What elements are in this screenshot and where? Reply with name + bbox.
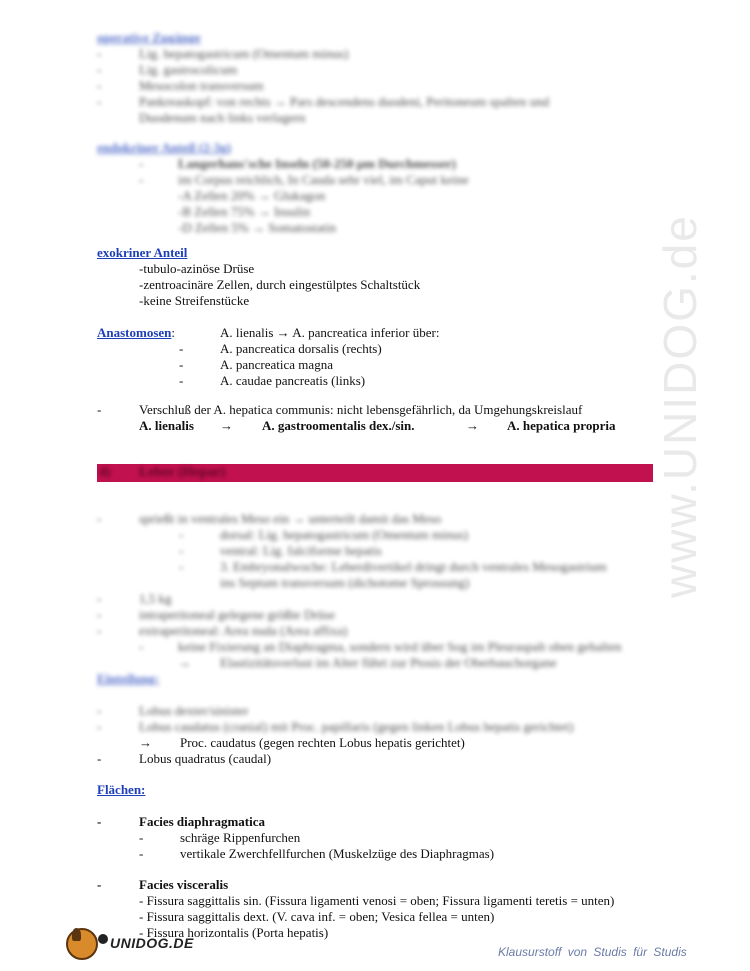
dog-icon xyxy=(66,928,98,960)
heading-operative-zugaenge: operative Zugänge xyxy=(97,30,201,45)
list-item: - Fissura saggittalis sin. (Fissura ligamenti venosi = oben; Fissura ligamenti teretis = unten) xyxy=(139,893,615,908)
list-item: dorsal: Lig. hepatogastricum (Omentum minus) xyxy=(220,527,469,542)
section-number: 4) xyxy=(99,465,111,480)
heading-exokriner-anteil: exokriner Anteil xyxy=(97,245,188,260)
verschluss-text: Verschluß der A. hepatica communis: nicht lebensgefährlich, da Umgehungskreislauf xyxy=(139,402,583,417)
list-item: Mesocolon transversum xyxy=(139,78,264,93)
list-item: ventral: Lig. falciforme hepatis xyxy=(220,543,382,558)
facies-diaphragmatica-title: Facies diaphragmatica xyxy=(139,814,266,829)
list-item: A. pancreatica dorsalis (rechts) xyxy=(220,341,382,356)
list-item: -keine Streifenstücke xyxy=(139,293,250,308)
list-item: Langerhans'sche Inseln (50-250 μm Durchmesser) xyxy=(178,156,456,171)
list-item: -B Zellen 75% → Insulin xyxy=(178,204,311,219)
list-item: Lig. gastrocolicum xyxy=(139,62,238,77)
list-item: - Fissura saggittalis dext. (V. cava inf. = oben; Vesica fellea = unten) xyxy=(139,909,495,924)
list-item: Lobus caudatus (cranial) mit Proc. papillaris (gegen linken Lobus hepatis gerichtet) xyxy=(139,719,574,734)
heading-anastomosen: Anastomosen xyxy=(97,325,172,340)
artery-hepatica-propria: A. hepatica propria xyxy=(507,418,616,433)
list-item: A. caudae pancreatis (links) xyxy=(220,373,366,388)
logo-text: UNIDOG.DE xyxy=(110,935,194,951)
list-item: Duodenum nach links verlagern xyxy=(139,110,306,125)
arrow-icon: → xyxy=(220,418,233,433)
list-item: 1,5 kg xyxy=(139,591,172,606)
list-item: extraperitoneal: Area nuda (Area affixa) xyxy=(139,623,348,638)
list-item: Lobus dexter/sinister xyxy=(139,703,249,718)
facies-visceralis-title: Facies visceralis xyxy=(139,877,229,892)
paw-icon xyxy=(98,934,108,944)
list-item: -tubulo-azinöse Drüse xyxy=(139,261,255,276)
artery-lienalis: A. lienalis xyxy=(139,418,194,433)
list-item: schräge Rippenfurchen xyxy=(180,830,301,845)
artery-gastroomentalis: A. gastroomentalis dex./sin. xyxy=(262,418,415,433)
list-item: -A Zellen 20% → Glukagon xyxy=(178,188,326,203)
list-item: Pankreaskopf: von rechts → Pars descendens duodeni, Peritoneum spalten und xyxy=(139,94,550,109)
footer-tagline: Klausurstoff von Studis für Studis xyxy=(498,945,687,959)
heading-endokriner-anteil: endokriner Anteil (2-3g) xyxy=(97,140,232,155)
heading-flaechen: Flächen: xyxy=(97,782,146,797)
list-item: ins Septum transversum (dichotome Sprossung) xyxy=(220,575,470,590)
unidog-logo[interactable] xyxy=(66,926,194,960)
list-item: sprießt in ventrales Meso ein → unterteilt damit das Meso xyxy=(139,511,442,526)
list-item: im Corpus reichlich, In Cauda sehr viel, im Caput keine xyxy=(178,172,469,187)
list-item: vertikale Zwerchfellfurchen (Muskelzüge des Diaphragmas) xyxy=(180,846,495,861)
arrow-icon: → xyxy=(139,735,152,750)
list-item: Proc. caudatus (gegen rechten Lobus hepatis gerichtet) xyxy=(180,735,465,750)
list-item: A. pancreatica magna xyxy=(220,357,333,372)
heading-einteilung: Einteilung: xyxy=(97,671,160,686)
watermark: www.UNIDOG.de xyxy=(654,214,706,598)
anastomosen-intro: A. lienalis → A. pancreatica inferior über: xyxy=(220,325,440,340)
list-item: -D Zellen 5% → Somatostatin xyxy=(178,220,337,235)
list-item: keine Fixierung an Diaphragma, sondern wird über Sog im Pleuraspalt oben gehalten xyxy=(178,639,622,654)
list-item: Elastizitätsverlust im Alter führt zur Ptosis der Oberbauchorgane xyxy=(220,655,557,670)
list-item: Lig. hepatogastricum (Omentum minus) xyxy=(139,46,349,61)
list-item: intraperitoneal gelegene größte Drüse xyxy=(139,607,335,622)
arrow-icon: → xyxy=(466,418,479,433)
list-item: 3. Embryonalwoche: Leberdivertikel dringt durch ventrales Mesogastrium xyxy=(220,559,607,574)
list-item: Lobus quadratus (caudal) xyxy=(139,751,272,766)
list-item: - Fissura horizontalis (Porta hepatis) xyxy=(139,925,329,940)
section-title: Leber (Hepar) xyxy=(139,465,226,480)
list-item: -zentroacinäre Zellen, durch eingestülptes Schaltstück xyxy=(139,277,421,292)
